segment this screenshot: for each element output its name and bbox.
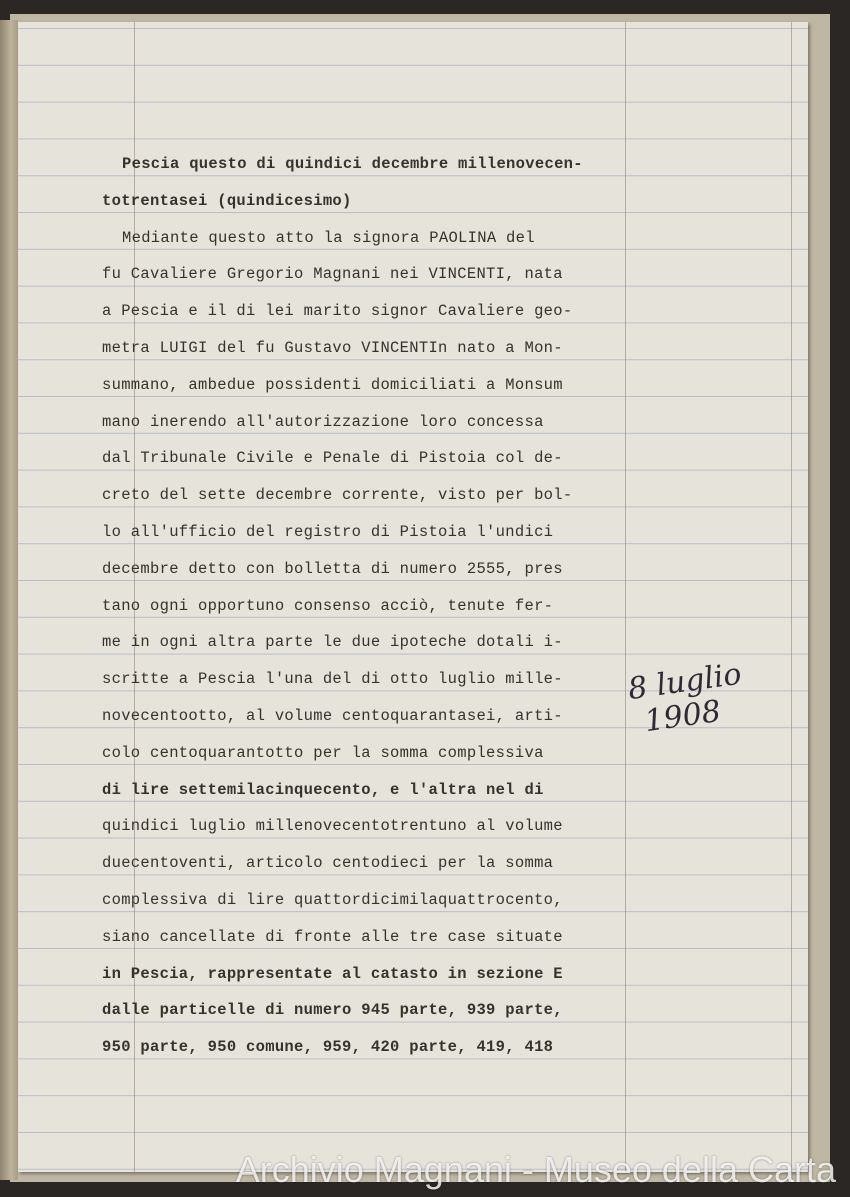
text-line: di lire settemilacinquecento, e l'altra nel di	[102, 780, 544, 799]
right-margin-rule	[625, 22, 626, 1172]
archive-watermark: Archivio Magnani - Museo della Carta	[235, 1149, 836, 1190]
text-line: quindici luglio millenovecentotrentuno al volume	[102, 817, 563, 836]
text-line: in Pescia, rappresentate al catasto in sezione E	[102, 964, 563, 983]
text-line: creto del sette decembre corrente, visto per bol-	[102, 486, 573, 505]
binding-edge	[0, 20, 18, 1180]
handwritten-margin-note	[626, 651, 794, 741]
text-line: Mediante questo atto la signora PAOLINA del	[122, 228, 535, 247]
text-line: Pescia questo di quindici decembre millenovecen-	[122, 155, 583, 173]
text-line: lo all'ufficio del registro di Pistoia l'undici	[102, 522, 554, 541]
typed-text	[102, 146, 622, 1066]
text-line: totrentasei (quindicesimo)	[102, 191, 352, 210]
text-line: novecentootto, al volume centoquarantasei, arti-	[102, 706, 563, 725]
note-year: 1908	[642, 693, 724, 740]
text-line: siano cancellate di fronte alle tre case situate	[102, 927, 563, 946]
text-line: tano ogni opportuno consenso acciò, tenute fer-	[102, 596, 554, 615]
text-line: fu Cavaliere Gregorio Magnani nei VINCENTI, nata	[102, 265, 563, 284]
outer-margin-rule	[791, 22, 792, 1172]
text-line: decembre detto con bolletta di numero 2555, pres	[102, 559, 563, 578]
note-date: 8 luglio	[625, 656, 744, 708]
text-line: complessiva di lire quattordicimilaquattrocento,	[102, 890, 563, 909]
text-line: mano inerendo all'autorizzazione loro concessa	[102, 412, 544, 431]
text-line: dal Tribunale Civile e Penale di Pistoia col de-	[102, 449, 563, 468]
text-line: dalle particelle di numero 945 parte, 939 parte,	[102, 1001, 563, 1020]
text-line: me in ogni altra parte le due ipoteche dotali i-	[102, 633, 563, 652]
text-line: metra LUIGI del fu Gustavo VINCENTIn nato a Mon-	[102, 338, 563, 357]
text-line: 950 parte, 950 comune, 959, 420 parte, 419, 418	[102, 1038, 554, 1057]
text-line: summano, ambedue possidenti domiciliati a Monsum	[102, 375, 563, 394]
text-line: scritte a Pescia l'una del di otto luglio mille-	[102, 670, 563, 689]
text-line: a Pescia e il di lei marito signor Cavaliere geo-	[102, 302, 573, 321]
document-page	[18, 22, 808, 1172]
text-line: duecentoventi, articolo centodieci per la somma	[102, 854, 554, 873]
text-line: colo centoquarantotto per la somma complessiva	[102, 743, 544, 762]
